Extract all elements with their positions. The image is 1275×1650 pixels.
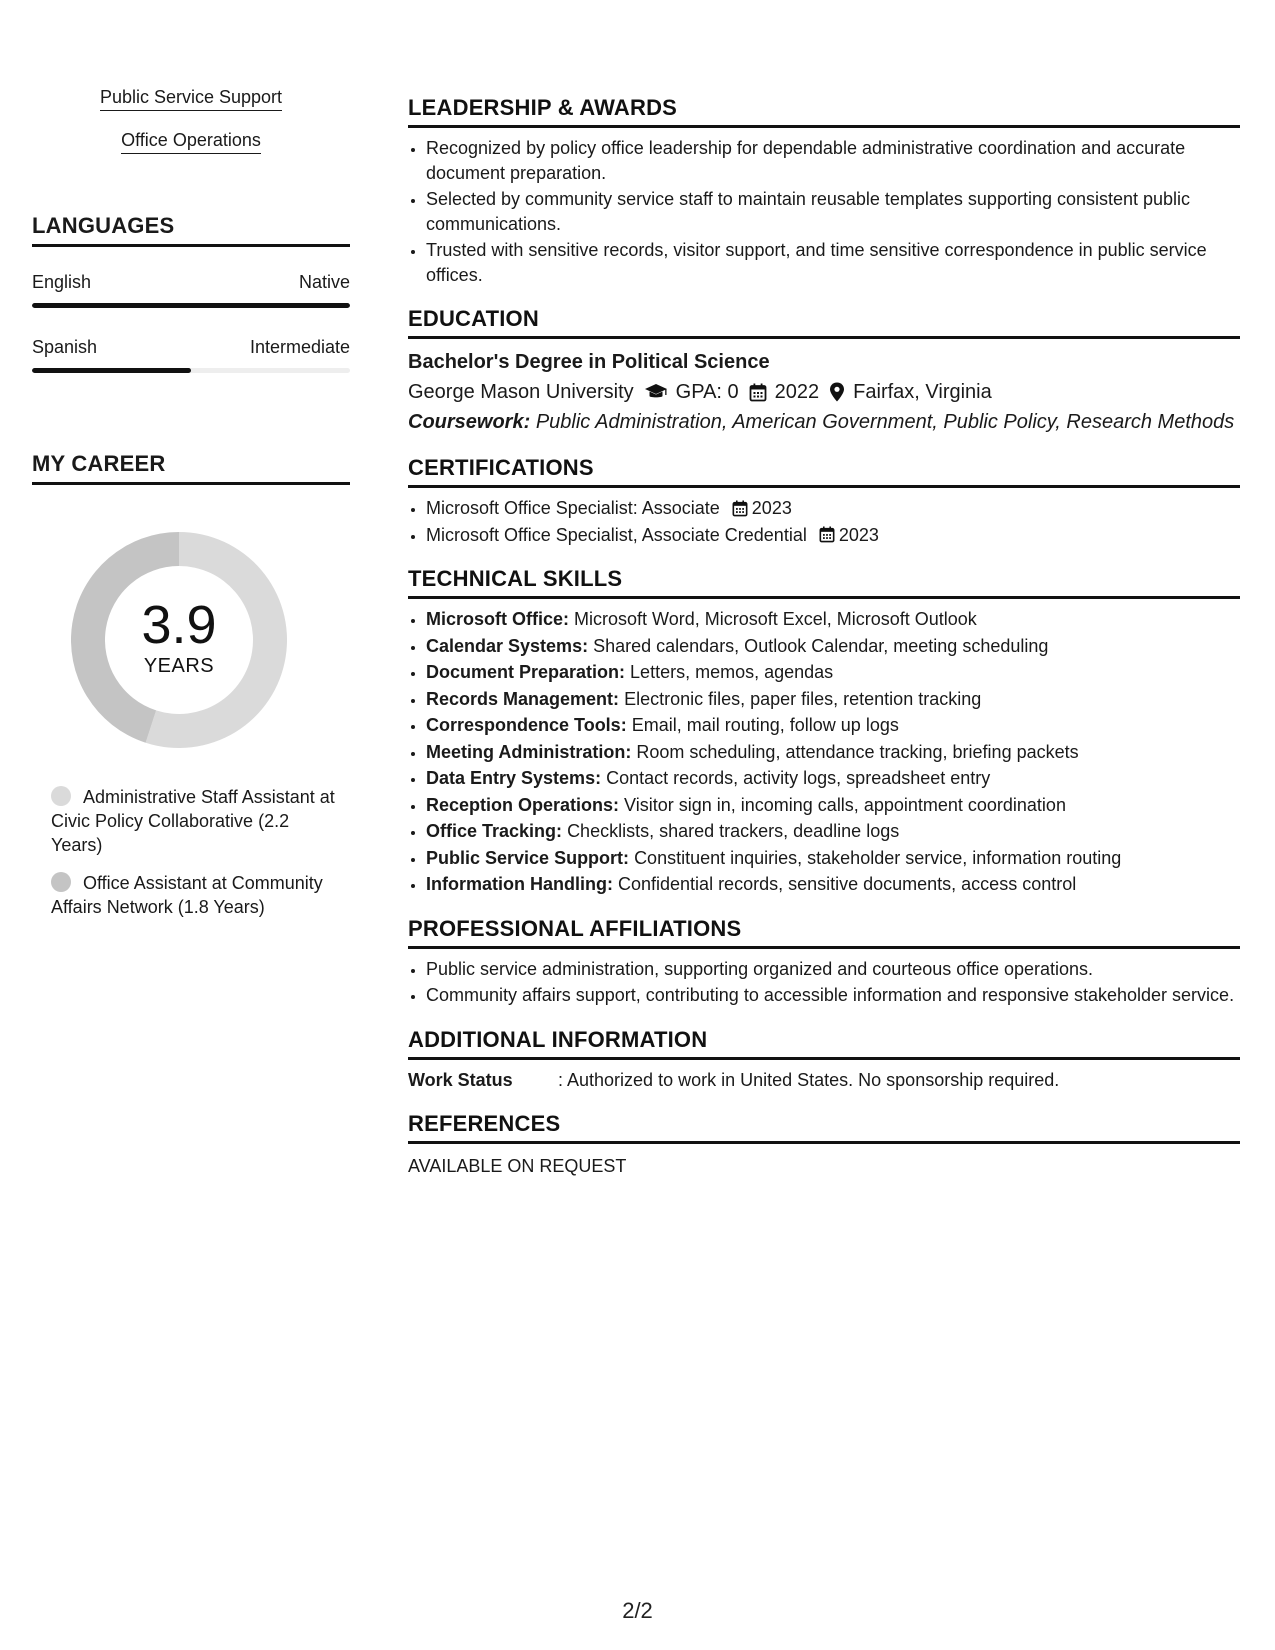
list-item [426,607,1240,632]
additional-info-section [408,1026,1240,1092]
graduation-cap-icon [644,383,668,401]
list-item: • Selected by community service staff to maintain reusable templates supporting consistent public communications. [426,187,1240,236]
coursework [408,408,1240,436]
graduation-year: 2022 [774,381,820,403]
coursework-list: Public Administration, American Government, Public Policy, Research Methods [535,411,1235,433]
coursework-label: Coursework: [408,411,531,433]
leadership-section [408,94,1240,287]
skill-category: Correspondence Tools: [426,715,627,735]
leadership-heading: LEADERSHIP & AWARDS [408,94,1240,128]
language-bar [32,303,350,308]
list-item: • Community affairs support, contributing to accessible information and responsive stakeholder service. [426,983,1240,1008]
list-item [426,872,1240,897]
calendar-icon [732,500,748,517]
legend-dot-icon [51,872,71,892]
additional-info-heading: ADDITIONAL INFORMATION [408,1026,1240,1060]
career-legend [51,785,341,919]
language-level: Intermediate [249,337,350,357]
references-section [408,1110,1240,1178]
skills-heading: TECHNICAL SKILLS [408,565,1240,599]
main-content [408,94,1240,1196]
location-pin-icon [829,382,845,402]
references-text: AVAILABLE ON REQUEST [408,1155,627,1176]
skill-values: Constituent inquiries, stakeholder service, information routing [634,847,1122,868]
list-item [426,660,1240,685]
skill-category: Document Preparation: [426,662,626,682]
skill-category: Meeting Administration: [426,741,632,762]
career-section [32,450,350,933]
language-name: English [32,272,92,292]
work-status-label: Work Status [408,1069,513,1090]
list-item [426,793,1240,818]
skill-values: Shared calendars, Outlook Calendar, meeting scheduling [593,635,1049,656]
education-section [408,305,1240,436]
list-item [426,496,1240,521]
list-item [426,740,1240,765]
skill-category: Information Handling: [426,874,613,894]
language-bar-fill [32,368,191,373]
career-legend-item [51,871,341,919]
career-unit: YEARS [143,655,215,677]
skill-category: Office Tracking: [426,821,563,841]
calendar-icon [819,526,835,543]
gpa: GPA: 0 [675,381,739,403]
sidebar [32,86,350,917]
list-item [426,523,1240,548]
skill-category: Reception Operations: [426,794,620,815]
career-role-label: Administrative Staff Assistant at Civic Policy Collaborative (2.2 Years) [51,787,335,855]
list-item [426,846,1240,871]
list-item: • Trusted with sensitive records, visitor support, and time sensitive correspondence in public service offices. [426,238,1240,287]
skill-values: Email, mail routing, follow up logs [631,715,899,735]
languages-section [32,212,350,373]
degree-title: Bachelor's Degree in Political Science [408,351,770,373]
certifications-section [408,454,1240,547]
list-item [426,687,1240,712]
school-name: George Mason University [408,381,634,403]
skill-values: Contact records, activity logs, spreadsheet entry [606,768,991,788]
skill-values: Letters, memos, agendas [630,662,834,682]
language-name: Spanish [32,337,98,357]
affiliations-section [408,915,1240,1008]
skill-category: Microsoft Office: [426,609,570,629]
skill-values: Microsoft Word, Microsoft Excel, Microsoft Outlook [574,609,977,629]
list-item: • Public service administration, supporting organized and courteous office operations. [426,957,1240,982]
career-donut [64,525,294,755]
certification-name: • Microsoft Office Specialist: Associate [426,498,720,518]
affiliations-heading: PROFESSIONAL AFFILIATIONS [408,915,1240,949]
skill-values: Visitor sign in, incoming calls, appointment coordination [624,794,1066,815]
education-details [408,378,1240,406]
list-item [426,634,1240,659]
tag-public-service: Public Service Support [100,86,282,111]
certification-year: 2023 [838,524,879,545]
skill-values: Room scheduling, attendance tracking, briefing packets [636,741,1079,762]
skill-category: Records Management: [426,688,620,709]
page-number: 2/2 [622,1598,653,1623]
school-location: Fairfax, Virginia [853,381,992,403]
languages-heading: LANGUAGES [32,212,350,247]
skills-section [408,565,1240,897]
language-row [32,271,350,293]
list-item [426,766,1240,791]
work-status-value: : Authorized to work in United States. No sponsorship required. [558,1069,1060,1090]
language-level: Native [298,272,350,292]
skill-values: Electronic files, paper files, retention tracking [624,688,982,709]
skill-category: Public Service Support: [426,847,630,868]
career-role-label: Office Assistant at Community Affairs Network (1.8 Years) [51,873,323,917]
language-bar-fill [32,303,350,308]
list-item: • Recognized by policy office leadership for dependable administrative coordination and accurate document preparation. [426,136,1240,185]
career-heading: MY CAREER [32,450,350,485]
skill-values: Confidential records, sensitive documents, access control [618,874,1077,894]
legend-dot-icon [51,786,71,806]
career-total: 3.9 [141,595,217,655]
education-heading: EDUCATION [408,305,1240,339]
certifications-heading: CERTIFICATIONS [408,454,1240,488]
list-item [426,819,1240,844]
list-item [426,713,1240,738]
career-legend-item [51,785,341,857]
skill-category: Calendar Systems: [426,635,589,656]
certification-year: 2023 [751,498,792,518]
work-status-row [408,1068,1240,1092]
tag-office-operations: Office Operations [121,129,261,154]
language-row [32,336,350,358]
language-bar [32,368,350,373]
certification-name: • Microsoft Office Specialist, Associate Credential [426,524,807,545]
skill-values: Checklists, shared trackers, deadline logs [567,821,900,841]
skill-category: Data Entry Systems: [426,768,602,788]
calendar-icon [749,383,767,402]
references-heading: REFERENCES [408,1110,1240,1144]
